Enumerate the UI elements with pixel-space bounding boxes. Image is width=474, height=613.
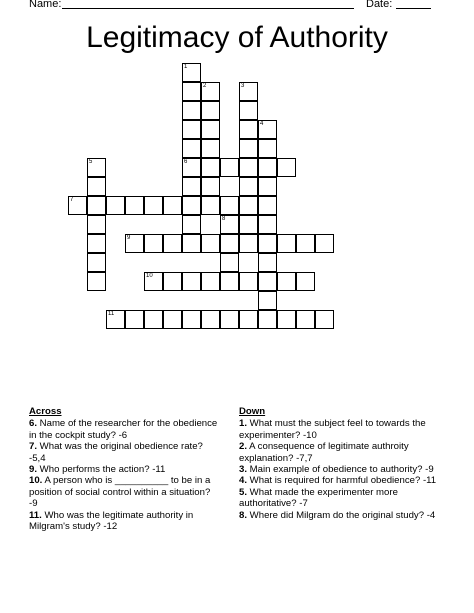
clue-text: What must the subject feel to towards the experimenter? -10 (239, 418, 426, 441)
grid-cell[interactable] (277, 158, 296, 177)
down-heading: Down (239, 406, 266, 417)
grid-cell[interactable] (239, 234, 258, 253)
clue-num: 7. (29, 441, 38, 453)
clue-item (29, 441, 221, 464)
clue-text: A person who is __________ to be in a position of social control within a situation? -9 (29, 475, 211, 510)
grid-cell[interactable] (315, 310, 334, 329)
grid-cell[interactable] (163, 234, 182, 253)
across-clue-list (29, 418, 221, 532)
grid-cell[interactable] (163, 196, 182, 215)
grid-cell[interactable] (163, 310, 182, 329)
grid-cell[interactable] (201, 177, 220, 196)
clue-number: 7 (70, 197, 74, 203)
grid-cell[interactable] (182, 63, 201, 82)
clue-text: Name of the researcher for the obedience in the cockpit study? -6 (29, 418, 218, 441)
clue-num: 11. (29, 509, 42, 521)
clue-text: Where did Milgram do the original study? -4 (247, 509, 436, 521)
clue-num: 9. (29, 464, 38, 476)
grid-cell[interactable] (258, 196, 277, 215)
grid-cell[interactable] (201, 158, 220, 177)
grid-cell[interactable] (182, 120, 201, 139)
clue-num: 5. (239, 486, 248, 498)
grid-cell[interactable] (220, 253, 239, 272)
grid-cell[interactable] (258, 272, 277, 291)
grid-cell[interactable] (201, 120, 220, 139)
grid-cell[interactable] (258, 177, 277, 196)
clue-number: 5 (89, 159, 93, 165)
grid-cell[interactable] (87, 158, 106, 177)
grid-cell[interactable] (315, 234, 334, 253)
clue-text: Who performs the action? -11 (37, 464, 166, 476)
grid-cell[interactable] (144, 196, 163, 215)
clue-item (239, 510, 439, 521)
clue-text: What was the original obedience rate? -5,4 (29, 441, 203, 464)
grid-cell[interactable] (258, 291, 277, 310)
clue-text: What made the experimenter more authoritative? -7 (239, 486, 398, 510)
clue-num: 1. (239, 418, 248, 430)
clue-number: 1 (184, 64, 188, 70)
grid-cell[interactable] (182, 196, 201, 215)
grid-cell[interactable] (182, 139, 201, 158)
grid-cell[interactable] (239, 215, 258, 234)
grid-cell[interactable] (125, 234, 144, 253)
grid-cell[interactable] (258, 253, 277, 272)
grid-cell[interactable] (182, 158, 201, 177)
grid-cell[interactable] (201, 196, 220, 215)
grid-cell[interactable] (239, 158, 258, 177)
grid-cell[interactable] (201, 139, 220, 158)
grid-cell[interactable] (201, 272, 220, 291)
clue-number: 2 (203, 83, 207, 89)
grid-cell[interactable] (258, 215, 277, 234)
page-title: Legitimacy of Authority (86, 21, 388, 54)
grid-cell[interactable] (220, 196, 239, 215)
grid-cell[interactable] (201, 82, 220, 101)
clue-num: 2. (239, 441, 248, 453)
grid-cell[interactable] (87, 196, 106, 215)
across-clues (29, 406, 221, 532)
clue-num: 8. (239, 509, 248, 521)
grid-cell[interactable] (220, 272, 239, 291)
grid-cell[interactable] (163, 272, 182, 291)
clue-item (29, 510, 221, 533)
grid-cell[interactable] (87, 272, 106, 291)
grid-cell[interactable] (239, 196, 258, 215)
grid-cell[interactable] (296, 234, 315, 253)
clue-num: 4. (239, 475, 248, 487)
grid-cell[interactable] (106, 196, 125, 215)
grid-cell[interactable] (144, 310, 163, 329)
clue-text: Who was the legitimate authority in Milgram's study? -12 (29, 509, 194, 533)
grid-cell[interactable] (239, 310, 258, 329)
grid-cell[interactable] (239, 120, 258, 139)
clue-text: What is required for harmful obedience? -11 (247, 475, 437, 487)
grid-cell[interactable] (125, 310, 144, 329)
grid-cell[interactable] (239, 272, 258, 291)
clue-number: 11 (108, 311, 115, 317)
grid-cell[interactable] (68, 196, 87, 215)
grid-cell[interactable] (201, 310, 220, 329)
grid-cell[interactable] (201, 101, 220, 120)
clue-item (239, 464, 439, 475)
clue-item (29, 418, 221, 441)
grid-cell[interactable] (125, 196, 144, 215)
clue-number: 6 (184, 159, 188, 165)
across-heading: Across (29, 406, 62, 417)
grid-cell[interactable] (220, 215, 239, 234)
grid-cell[interactable] (239, 139, 258, 158)
grid-cell[interactable] (258, 158, 277, 177)
grid-cell[interactable] (258, 234, 277, 253)
grid-cell[interactable] (277, 234, 296, 253)
grid-cell[interactable] (220, 158, 239, 177)
grid-cell[interactable] (182, 82, 201, 101)
grid-cell[interactable] (182, 215, 201, 234)
grid-cell[interactable] (277, 310, 296, 329)
clue-item (239, 487, 439, 510)
grid-cell[interactable] (201, 234, 220, 253)
grid-cell[interactable] (87, 234, 106, 253)
clue-item (29, 475, 221, 509)
grid-cell[interactable] (258, 139, 277, 158)
clue-text: Main example of obedience to authority? -9 (247, 464, 434, 476)
date-label: Date: (366, 0, 393, 10)
down-clue-list (239, 418, 439, 521)
grid-cell[interactable] (182, 234, 201, 253)
down-clues (239, 406, 439, 521)
grid-cell[interactable] (87, 177, 106, 196)
grid-cell[interactable] (182, 310, 201, 329)
grid-cell[interactable] (220, 234, 239, 253)
clue-item (239, 441, 439, 464)
clue-number: 8 (222, 216, 226, 222)
clue-num: 3. (239, 464, 248, 476)
clue-item (29, 464, 221, 475)
clue-number: 10 (146, 273, 153, 279)
name-label: Name: (29, 0, 62, 10)
grid-cell[interactable] (87, 253, 106, 272)
grid-cell[interactable] (258, 120, 277, 139)
grid-cell[interactable] (182, 272, 201, 291)
clue-item (239, 475, 439, 486)
grid-cell[interactable] (296, 272, 315, 291)
grid-cell[interactable] (239, 82, 258, 101)
grid-cell[interactable] (182, 177, 201, 196)
grid-cell[interactable] (144, 234, 163, 253)
grid-cell[interactable] (87, 215, 106, 234)
clue-number: 9 (127, 235, 131, 241)
clue-number: 4 (260, 121, 264, 127)
grid-cell[interactable] (144, 272, 163, 291)
clue-num: 6. (29, 418, 38, 430)
grid-cell[interactable] (106, 310, 125, 329)
grid-cell[interactable] (258, 310, 277, 329)
grid-cell[interactable] (220, 310, 239, 329)
clue-number: 3 (241, 83, 245, 89)
clue-text: A consequence of legitimate authroity explanation? -7,7 (239, 441, 409, 464)
clue-item (239, 418, 439, 441)
grid-cell[interactable] (239, 177, 258, 196)
clue-num: 10. (29, 475, 43, 487)
grid-cell[interactable] (277, 272, 296, 291)
grid-cell[interactable] (239, 101, 258, 120)
grid-cell[interactable] (296, 310, 315, 329)
grid-cell[interactable] (182, 101, 201, 120)
